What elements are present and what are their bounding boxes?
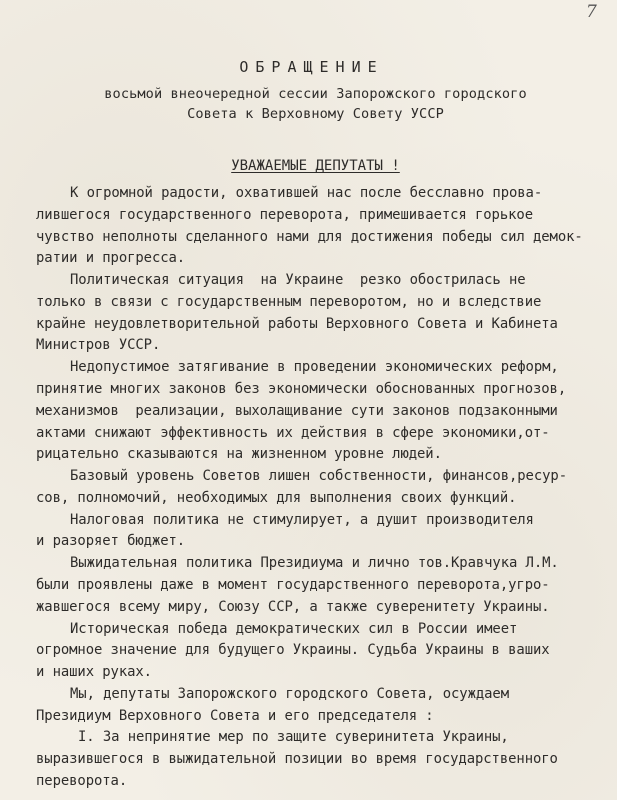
body-line: только в связи с государственным переворотом, но и вследствие (36, 294, 542, 310)
body-line: крайне неудовлетворительной работы Верховного Совета и Кабинета (36, 316, 558, 332)
body-line: Министров УССР. (36, 337, 161, 353)
body-line: принятие многих законов без экономически обоснованных прогнозов, (36, 381, 567, 397)
body-line: лившегося государственного переворота, примешивается горькое (36, 207, 533, 223)
body-line: жавшегося всему миру, Союзу ССР, а также суверенитету Украины. (36, 599, 550, 615)
body-line: Историческая победа демократических сил в России имеет (70, 621, 518, 637)
body-line: ратии и прогресса. (36, 250, 186, 266)
body-line: Выжидательная политика Президиума и лично тов.Кравчука Л.М. (70, 555, 559, 571)
body-line: Президиум Верховного Совета и его председателя : (36, 708, 434, 724)
body-line: были проявлены даже в момент государственного переворота,угро- (36, 577, 550, 593)
body-line: огромное значение для будущего Украины. Судьба Украины в ваших (36, 642, 550, 658)
body-line: механизмов реализации, выхолащивание сути законов подзаконными (36, 403, 558, 419)
body-line: Налоговая политика не стимулирует, а душит производителя (70, 512, 534, 528)
list-item-line: переворота. (36, 773, 128, 789)
list-item-line: выразившегося в выжидательной позиции во время государственного (36, 751, 558, 767)
body-line: актами снижают эффективность их действия в сфере экономики,от- (36, 425, 550, 441)
subtitle-line: восьмой внеочередной сессии Запорожского городского (104, 86, 527, 102)
body-line: Мы, депутаты Запорожского городского Совета, осуждаем (70, 686, 509, 702)
body-line: рицательно сказываются на жизненном уровне людей. (36, 446, 442, 462)
body-line: чувство неполноты сделанного нами для достижения победы сил демок- (36, 229, 583, 245)
body-line: К огромной радости, охватившей нас после бесславно прова- (70, 185, 543, 201)
document-title: ОБРАЩЕНИЕ (239, 58, 384, 76)
body-line: и наших руках. (36, 664, 152, 680)
list-item-line: I. За непринятие мер по защите суверинитета Украины, (78, 729, 509, 745)
subtitle-line: Совета к Верховному Совету УССР (187, 106, 444, 122)
salutation (0, 158, 617, 174)
page-number: 7 (586, 2, 597, 22)
body-line: сов, полномочий, необходимых для выполнения своих функций. (36, 490, 517, 506)
body-line: Недопустимое затягивание в проведении экономических реформ, (70, 359, 559, 375)
body-line: Базовый уровень Советов лишен собственности, финансов,ресур- (70, 468, 567, 484)
salutation-text: УВАЖАЕМЫЕ ДЕПУТАТЫ ! (231, 158, 400, 174)
body-line: и разоряет бюджет. (36, 533, 186, 549)
body-line: Политическая ситуация на Украине резко обострилась не (70, 272, 526, 288)
